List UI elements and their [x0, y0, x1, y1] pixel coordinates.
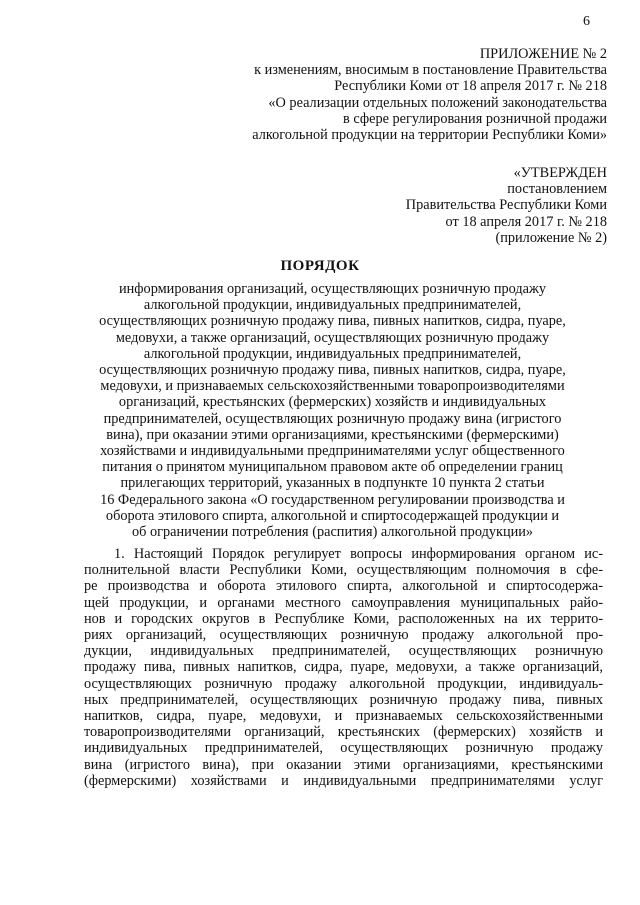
subtitle-line: медовухи, и признаваемых сельскохозяйственными товаропроизводителями	[100, 378, 565, 395]
appendix-header-line: ПРИЛОЖЕНИЕ № 2	[479, 46, 607, 62]
subtitle-line: осуществляющих розничную продажу пива, пивных напитков, сидра, пуаре,	[99, 362, 566, 379]
subtitle-line: прилегающих территорий, указанных в подпункте 10 пункта 2 статьи	[120, 475, 545, 492]
paragraph-line: продажу пива, пивных напитков, сидра, пуаре, медовухи, а также организаций,	[84, 659, 603, 676]
paragraph-line: напитков, сидра, пуаре, медовухи, и признаваемых сельскохозяйственными	[84, 708, 603, 725]
document-subtitle	[60, 281, 605, 540]
paragraph-line: нов и городских округов в Республике Коми, расположенных на их террито-	[84, 610, 603, 627]
subtitle-line: оборота этилового спирта, алкогольной и спиртосодержащей продукции и	[105, 507, 560, 524]
paragraph-line: 1. Настоящий Порядок регулирует вопросы информирования органом ис-	[114, 546, 603, 562]
appendix-header	[187, 46, 607, 143]
paragraph-1	[84, 546, 603, 789]
paragraph-line: ных предпринимателей, осуществляющих розничную продажу пива, пивных	[84, 691, 603, 708]
subtitle-line: алкогольной продукции, индивидуальных предпринимателей,	[143, 345, 522, 362]
paragraph-line: (фермерскими) хозяйствами и индивидуальными предпринимателями услуг	[84, 772, 603, 789]
approved-line: (приложение № 2)	[495, 229, 607, 246]
subtitle-line: хозяйствами и индивидуальными предпринимателями услуг общественного	[100, 443, 565, 460]
approved-line: от 18 апреля 2017 г. № 218	[445, 213, 607, 230]
paragraph-line: индивидуальных предпринимателей, осуществляющих розничную продажу	[84, 740, 603, 757]
subtitle-line: алкогольной продукции, индивидуальных предпринимателей,	[143, 297, 522, 314]
appendix-header-line: «О реализации отдельных положений законодательства	[268, 94, 607, 111]
appendix-header-line: алкогольной продукции на территории Республики Коми»	[252, 127, 607, 144]
paragraph-line: вина (игристого вина), при оказании этими организациями, крестьянскими	[84, 756, 603, 773]
appendix-header-line: Республики Коми от 18 апреля 2017 г. № 218	[334, 78, 607, 95]
page-number: 6	[583, 14, 590, 29]
document-title: ПОРЯДОК	[280, 258, 360, 274]
appendix-header-line: в сфере регулирования розничной продажи	[343, 110, 607, 127]
subtitle-line: организаций, крестьянских (фермерских) хозяйств и индивидуальных	[118, 394, 547, 411]
appendix-header-line: к изменениям, вносимым в постановление Правительства	[254, 62, 607, 79]
approved-block	[307, 165, 607, 246]
paragraph-line: товаропроизводителями организаций, крестьянских (фермерских) хозяйств и	[84, 724, 603, 741]
subtitle-line: об ограничении потребления (распития) алкогольной продукции»	[131, 524, 534, 541]
paragraph-line: осуществляющих розничную продажу алкогольной продукции, индивидуаль-	[84, 675, 603, 692]
approved-line: постановлением	[507, 181, 607, 198]
approved-line: Правительства Республики Коми	[405, 197, 607, 214]
paragraph-line: риях организаций, осуществляющих розничную продажу алкогольной про-	[84, 627, 603, 644]
paragraph-line: щей продукции, и органами местного самоуправления муниципальных райо-	[84, 594, 603, 611]
subtitle-line: осуществляющих розничную продажу пива, пивных напитков, сидра, пуаре,	[99, 313, 566, 330]
subtitle-line: питания о принятом муниципальном правовом акте об определении границ	[102, 459, 563, 476]
paragraph-line: полнительной власти Республики Коми, осуществляющим полномочия в сфе-	[84, 562, 603, 579]
subtitle-line: 16 Федерального закона «О государственном регулировании производства и	[100, 491, 565, 508]
subtitle-line: информирования организаций, осуществляющих розничную продажу	[118, 281, 547, 297]
subtitle-line: вина), при оказании этими организациями, крестьянскими (фермерскими)	[106, 426, 559, 443]
paragraph-line: дукции, индивидуальных предпринимателей, осуществляющих розничную	[84, 643, 603, 660]
subtitle-line: медовухи, а также организаций, осуществляющих розничную продажу	[115, 329, 550, 346]
subtitle-line: предпринимателей, осуществляющих розничную продажу вина (игристого	[103, 410, 562, 427]
paragraph-line: ре производства и оборота этилового спирта, алкогольной и спиртосодержа-	[84, 578, 603, 595]
approved-line: «УТВЕРЖДЕН	[513, 165, 607, 181]
